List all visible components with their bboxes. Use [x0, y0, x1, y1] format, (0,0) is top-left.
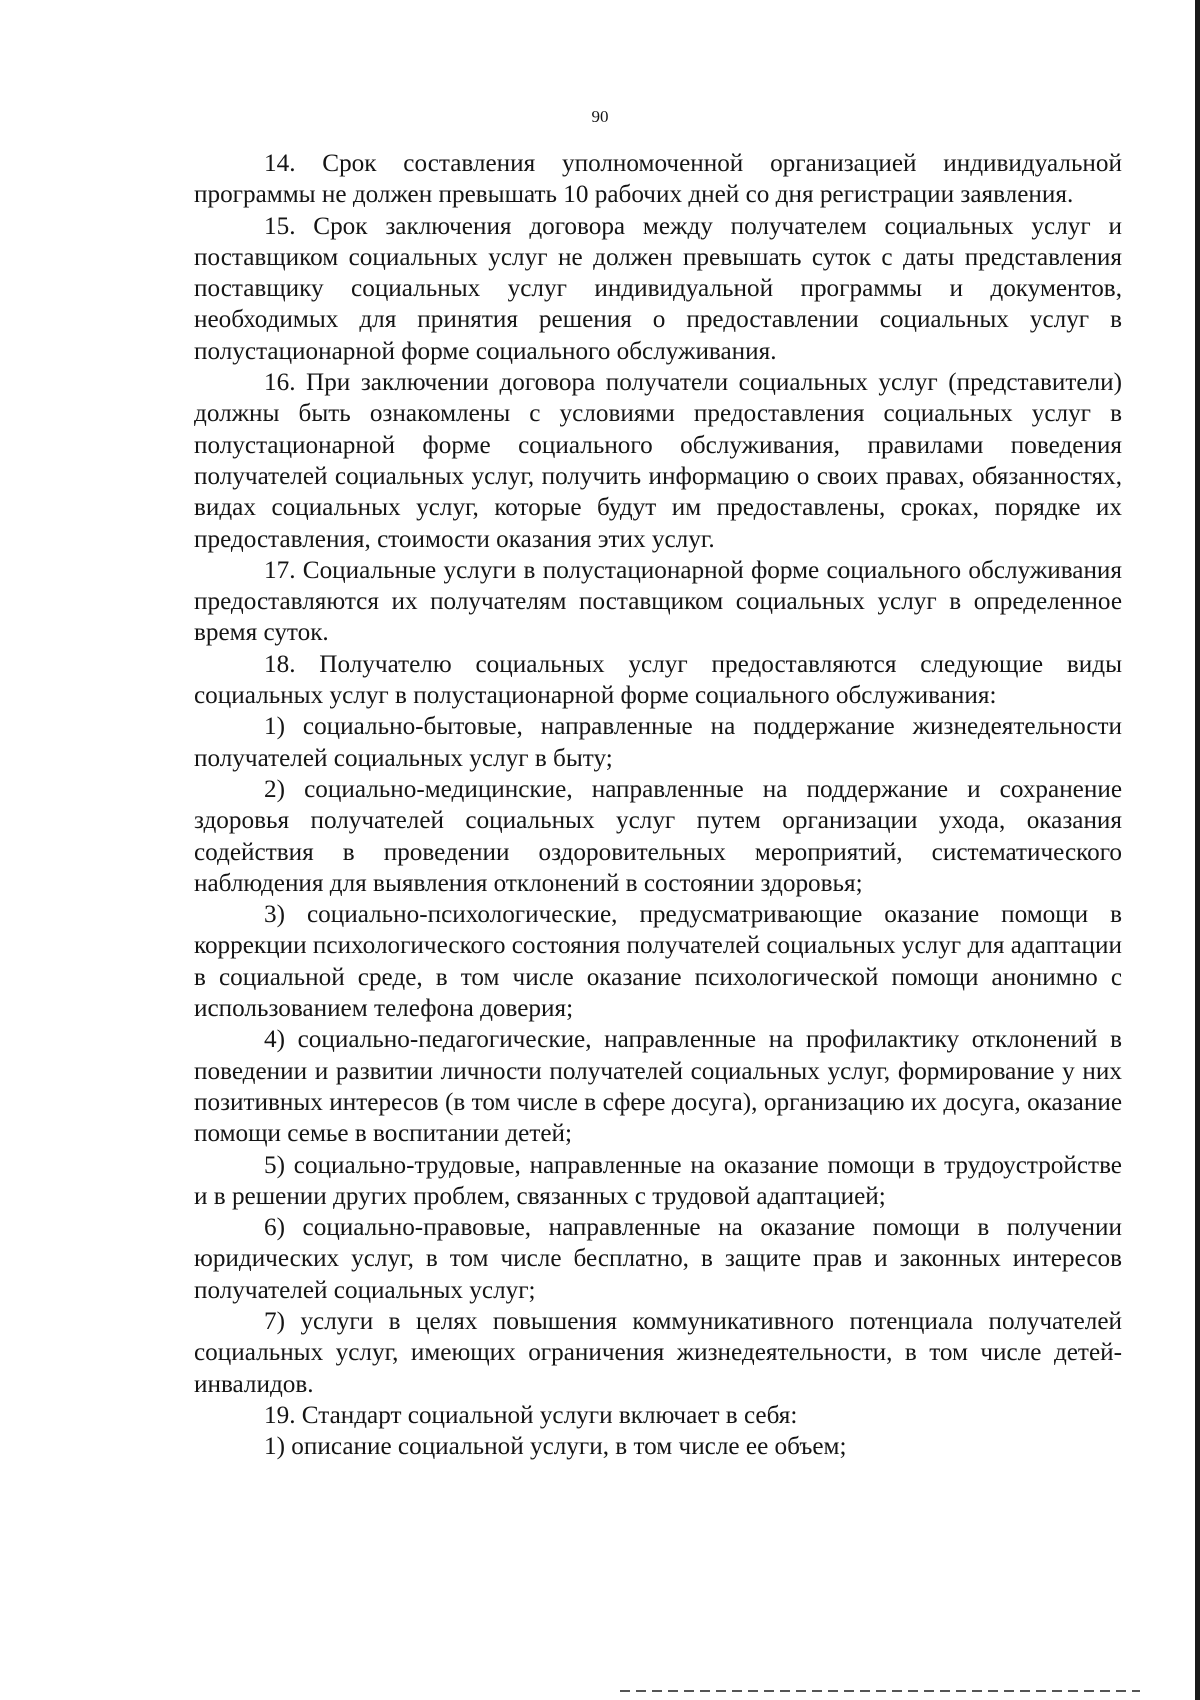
- list-item-18-2: 2) социально-медицинские, направленные на поддержание и сохранение здоровья получателей социальных услуг путем организации ухода, оказания содействия в проведении оздоровительных мероприятий, систематического наблюдения для выявления отклонений в состоянии здоровья;: [194, 775, 1122, 897]
- list-item-18-7: 7) услуги в целях повышения коммуникативного потенциала получателей социальных услуг, имеющих ограничения жизнедеятельности, в том числе детей-инвалидов.: [194, 1307, 1122, 1398]
- paragraph-19: 19. Стандарт социальной услуги включает в себя:: [264, 1401, 798, 1429]
- list-item-18-5: 5) социально-трудовые, направленные на оказание помощи в трудоустройстве и в решении других проблем, связанных с трудовой адаптацией;: [194, 1151, 1122, 1210]
- paragraph-15: 15. Срок заключения договора между получателем социальных услуг и поставщиком социальных услуг не должен превышать суток с даты представления поставщику социальных услуг индивидуальной программы и документов, необходимых для принятия решения о предоставлении социальных услуг в полустационарной форме социального обслуживания.: [194, 212, 1122, 365]
- page-number: 90: [591, 107, 609, 126]
- scan-bottom-artifact: [620, 1690, 1140, 1692]
- document-body: [194, 148, 1122, 1462]
- paragraph-14: 14. Срок составления уполномоченной организацией индивидуальной программы не должен превышать 10 рабочих дней со дня регистрации заявления.: [194, 150, 1122, 209]
- list-item-18-3: 3) социально-психологические, предусматривающие оказание помощи в коррекции психологического состояния получателей социальных услуг для адаптации в социальной среде, в том числе оказание психологической помощи анонимно с использованием телефона доверия;: [194, 901, 1122, 1023]
- list-item-18-4: 4) социально-педагогические, направленные на профилактику отклонений в поведении и развитии личности получателей социальных услуг, формирование у них позитивных интересов (в том числе в сфере досуга), организацию их досуга, оказание помощи семье в воспитании детей;: [194, 1026, 1122, 1148]
- paragraph-16: 16. При заключении договора получатели социальных услуг (представители) должны быть ознакомлены с условиями предоставления социальных услуг в полустационарной форме социального обслуживания, правилами поведения получателей социальных услуг, получить информацию о своих правах, обязанностях, видах социальных услуг, которые будут им предоставлены, сроках, порядке их предоставления, стоимости оказания этих услуг.: [194, 369, 1122, 553]
- list-item-18-6: 6) социально-правовые, направленные на оказание помощи в получении юридических услуг, в том числе бесплатно, в защите прав и законных интересов получателей социальных услуг;: [194, 1214, 1122, 1304]
- paragraph-17: 17. Социальные услуги в полустационарной форме социального обслуживания предоставляются их получателям поставщиком социальных услуг в определенное время суток.: [194, 556, 1122, 647]
- list-item-19-1: 1) описание социальной услуги, в том числе ее объем;: [264, 1433, 847, 1461]
- paragraph-18: 18. Получателю социальных услуг предоставляются следующие виды социальных услуг в полустационарной форме социального обслуживания:: [194, 650, 1122, 710]
- scan-edge-shadow: [1195, 0, 1200, 1700]
- list-item-18-1: 1) социально-бытовые, направленные на поддержание жизнедеятельности получателей социальных услуг в быту;: [194, 713, 1122, 772]
